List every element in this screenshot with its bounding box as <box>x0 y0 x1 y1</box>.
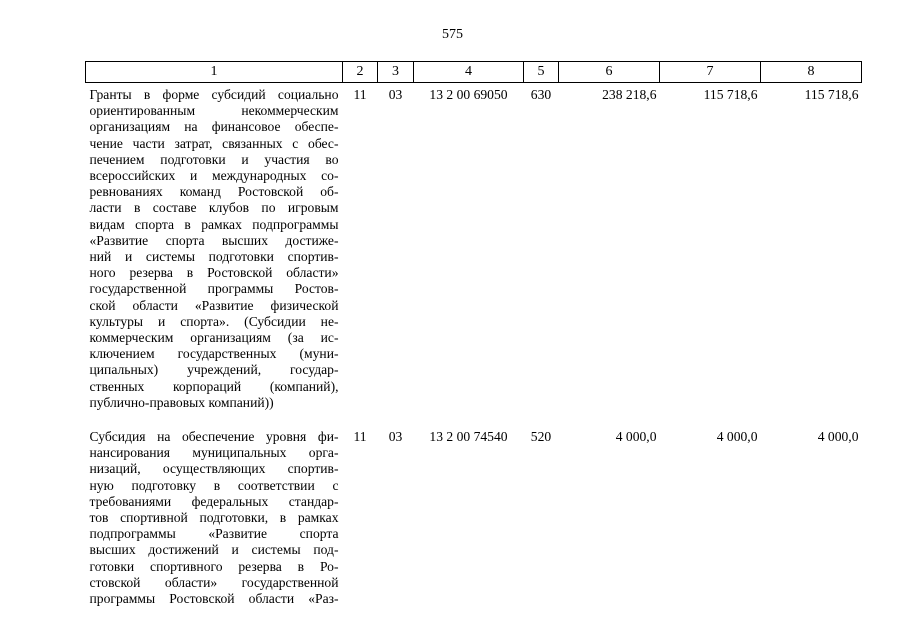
description-line: подпрограммы «Развитие спорта <box>89 526 339 542</box>
subsection-code: 03 <box>388 87 403 102</box>
description-line: ревнованиях команд Ростовской об- <box>89 184 339 200</box>
description-line: видам спорта в рамках подпрограммы <box>89 216 339 232</box>
description-line: ную подготовку в соответствии с <box>89 477 339 493</box>
row-description <box>86 83 343 420</box>
column-header-7: 7 <box>660 62 761 83</box>
expense-type-code: 520 <box>530 429 552 445</box>
column-header-6: 6 <box>559 62 660 83</box>
description-line: ласти в составе клубов по игровым <box>89 200 339 216</box>
column-header-1: 1 <box>86 62 343 83</box>
description-line: требованиями федеральных стандар- <box>89 493 339 509</box>
page-number: 575 <box>442 27 463 42</box>
target-article-code: 13 2 00 74540 <box>429 429 508 445</box>
target-article-code: 13 2 00 69050 <box>429 87 508 102</box>
description-line: ний и системы подготовки спортив- <box>89 249 339 265</box>
description-line: культуры и спорта». (Субсидии не- <box>89 313 339 329</box>
table-row <box>86 419 862 615</box>
table-header-row <box>86 62 862 83</box>
description-line: чение части затрат, связанных с обес- <box>89 135 339 151</box>
column-header-2: 2 <box>343 62 378 83</box>
amount-column-6: 238 218,6 <box>602 87 657 102</box>
budget-table <box>85 61 862 615</box>
description-line: ципальных) учреждений, государ- <box>89 362 339 378</box>
description-line: всероссийских и международных со- <box>89 168 339 184</box>
description-line: низаций, осуществляющих спортив- <box>89 461 339 477</box>
subsection-code: 03 <box>388 429 403 445</box>
amount-column-7: 4 000,0 <box>716 429 758 445</box>
description-line: коммерческим организациям (за ис- <box>89 330 339 346</box>
description-line: готовки спортивного резерва в Ро- <box>89 558 339 574</box>
description-line: нансирования муниципальных орга- <box>89 445 339 461</box>
section-code: 11 <box>353 87 367 102</box>
amount-column-8: 115 718,6 <box>804 87 859 102</box>
amount-column-7: 115 718,6 <box>703 87 758 102</box>
description-line: тов спортивной подготовки, в рамках <box>89 510 339 526</box>
amount-column-8: 4 000,0 <box>817 429 859 445</box>
column-header-3: 3 <box>378 62 414 83</box>
description-line: «Развитие спорта высших достиже- <box>89 232 339 248</box>
description-line: ориентированным некоммерческим <box>89 103 339 119</box>
column-header-5: 5 <box>524 62 559 83</box>
description-line: стовской области» государственной <box>89 574 339 590</box>
description-line: ного резерва в Ростовской области» <box>89 265 339 281</box>
description-line: публично-правовых компаний)) <box>89 394 274 410</box>
description-line: Гранты в форме субсидий социально <box>89 87 339 102</box>
column-header-4: 4 <box>414 62 524 83</box>
description-line: Субсидия на обеспечение уровня фи- <box>89 429 339 445</box>
row-description <box>86 419 343 615</box>
description-line: организациям на финансовое обеспе- <box>89 119 339 135</box>
description-line: печением подготовки и участия во <box>89 151 339 167</box>
description-line: государственной программы Ростов- <box>89 281 339 297</box>
column-header-8: 8 <box>761 62 862 83</box>
description-line: ственных корпораций (компаний), <box>89 378 339 394</box>
table-row <box>86 83 862 420</box>
description-line: ской области «Развитие физической <box>89 297 339 313</box>
expense-type-code: 630 <box>530 87 552 102</box>
description-line: ключением государственных (муни- <box>89 346 339 362</box>
description-line: высших достижений и системы под- <box>89 542 339 558</box>
section-code: 11 <box>353 429 367 445</box>
description-line: программы Ростовской области «Раз- <box>89 591 339 607</box>
amount-column-6: 4 000,0 <box>615 429 657 445</box>
